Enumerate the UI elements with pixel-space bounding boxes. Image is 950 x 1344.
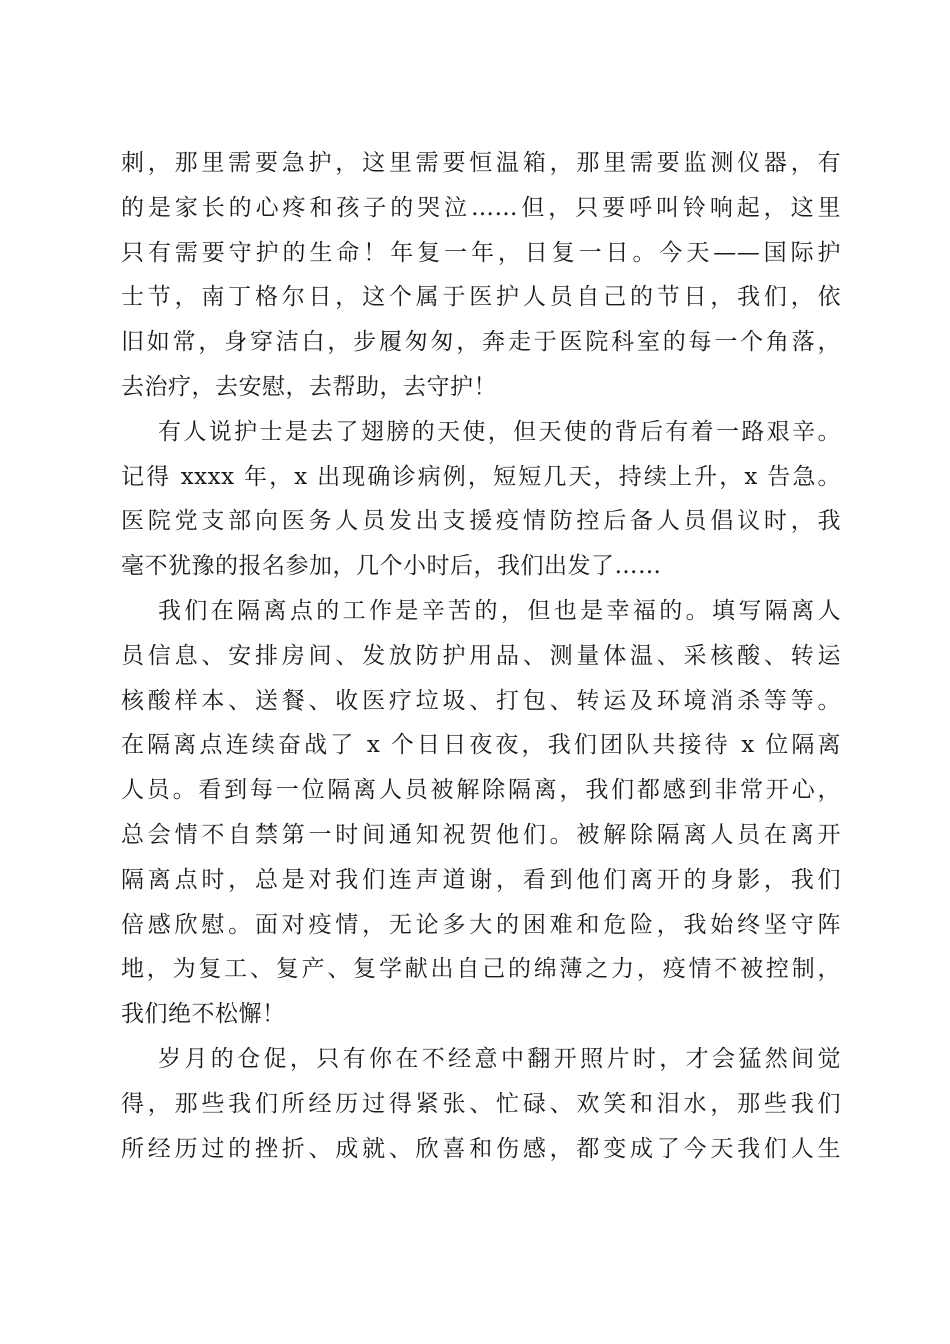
text-line: 医院党支部向医务人员发出支援疫情防控后备人员倡议时，我 <box>121 508 841 535</box>
text-line: 员信息、安排房间、发放防护用品、测量体温、采核酸、转运 <box>121 642 841 669</box>
text-line: 倍感欣慰。面对疫情，无论多大的困难和危险，我始终坚守阵 <box>121 911 841 938</box>
text-line: 所经历过的挫折、成就、欣喜和伤感，都变成了今天我们人生 <box>121 1135 841 1162</box>
text-line: 人员。看到每一位隔离人员被解除隔离，我们都感到非常开心， <box>121 777 841 804</box>
text-line: 核酸样本、送餐、收医疗垃圾、打包、转运及环境消杀等等。 <box>121 687 841 714</box>
text-line: 只有需要守护的生命！年复一年，日复一日。今天——国际护 <box>121 239 841 266</box>
text-line: 去治疗，去安慰，去帮助，去守护！ <box>121 373 497 400</box>
text-line: 刺，那里需要急护，这里需要恒温箱，那里需要监测仪器，有 <box>121 150 841 176</box>
text-line: 毫不犹豫的报名参加，几个小时后，我们出发了…… <box>121 553 662 580</box>
text-line: 得，那些我们所经历过得紧张、忙碌、欢笑和泪水，那些我们 <box>121 1090 841 1117</box>
text-line: 隔离点时，总是对我们连声道谢，看到他们离开的身影，我们 <box>121 866 841 893</box>
text-line: 记得 xxxx 年，x 出现确诊病例，短短几天，持续上升，x 告急。 <box>121 463 841 490</box>
text-line: 士节，南丁格尔日，这个属于医护人员自己的节日，我们，依 <box>121 284 841 311</box>
text-line: 在隔离点连续奋战了 x 个日日夜夜，我们团队共接待 x 位隔离 <box>121 732 841 759</box>
body-text <box>121 141 841 1171</box>
text-line: 的是家长的心疼和孩子的哭泣……但，只要呼叫铃响起，这里 <box>121 194 841 221</box>
paragraph-first-line: 岁月的仓促，只有你在不经意中翻开照片时，才会猛然间觉 <box>158 1045 841 1072</box>
text-line: 旧如常，身穿洁白，步履匆匆，奔走于医院科室的每一个角落， <box>121 329 841 356</box>
paragraph-first-line: 有人说护士是去了翅膀的天使，但天使的背后有着一路艰辛。 <box>158 418 841 445</box>
paragraph-first-line: 我们在隔离点的工作是辛苦的，但也是幸福的。填写隔离人 <box>158 597 841 624</box>
text-line: 地，为复工、复产、复学献出自己的绵薄之力，疫情不被控制， <box>121 956 841 983</box>
text-line: 总会情不自禁第一时间通知祝贺他们。被解除隔离人员在离开 <box>121 821 841 848</box>
text-line: 我们绝不松懈！ <box>121 1001 286 1028</box>
